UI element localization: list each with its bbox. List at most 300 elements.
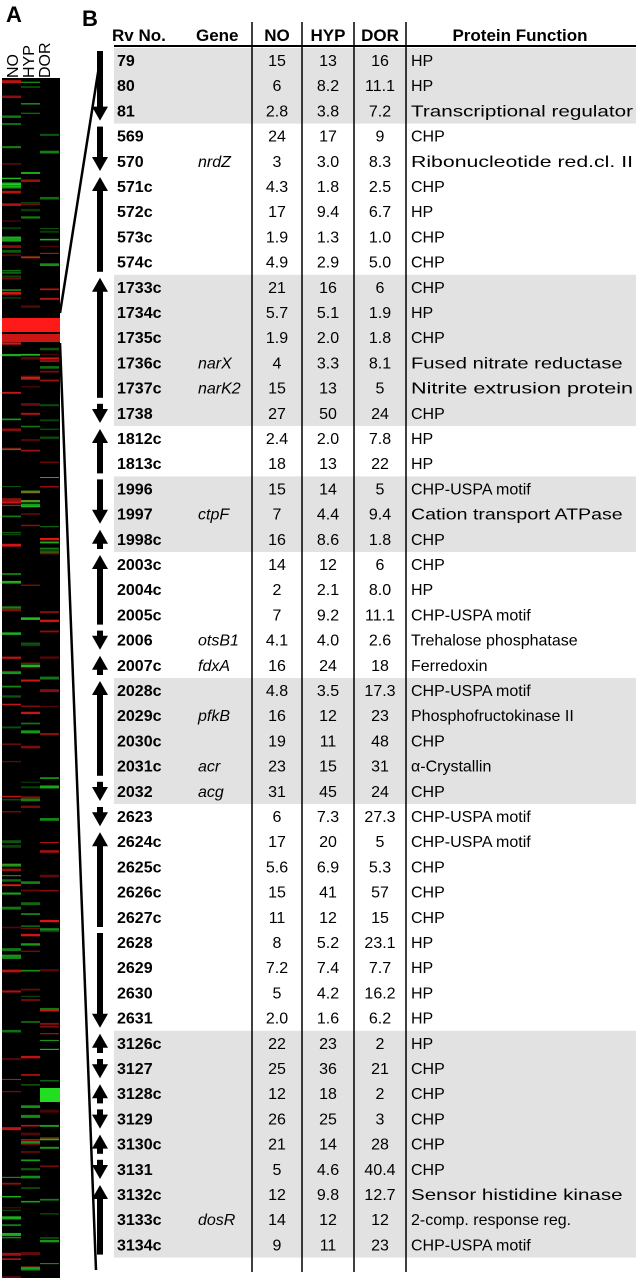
operon-arrow-up — [92, 278, 108, 398]
operon-arrow-down — [92, 127, 108, 171]
cell-dor: 8.0 — [368, 582, 392, 600]
cell-no: 25 — [268, 1061, 286, 1078]
cell-func: CHP — [411, 733, 445, 751]
operon-arrow-down — [92, 1160, 108, 1179]
cell-no: 3 — [272, 153, 282, 171]
cell-rv: 2007c — [117, 657, 162, 675]
panel-a-label: A — [6, 2, 22, 27]
cell-dor: 2 — [375, 1086, 385, 1104]
header-hyp: HYP — [310, 26, 346, 45]
cell-gene: fdxA — [198, 657, 231, 675]
header-gene: Gene — [196, 26, 239, 45]
cell-dor: 24 — [371, 783, 389, 801]
cell-no: 5.6 — [265, 859, 289, 877]
cell-hyp: 36 — [319, 1061, 337, 1078]
cell-func: HP — [411, 431, 434, 448]
cell-func: Cation transport ATPase — [411, 506, 623, 524]
cell-no: 27 — [268, 405, 286, 423]
cell-gene: nrdZ — [198, 153, 231, 171]
table-row — [117, 960, 433, 977]
cell-no: 16 — [268, 657, 286, 675]
cell-func: 2-comp. response reg. — [411, 1212, 572, 1230]
cell-hyp: 3.0 — [316, 153, 340, 171]
operon-arrow-up — [92, 1135, 108, 1154]
cell-dor: 24 — [371, 405, 389, 423]
heatmap-label-hyp: HYP — [21, 45, 38, 78]
cell-func: Trehalose phosphatase — [411, 632, 578, 650]
cell-hyp: 1.6 — [316, 1010, 340, 1028]
cell-hyp: 4.0 — [316, 632, 340, 650]
cell-no: 4 — [272, 355, 282, 373]
operon-arrow-up — [92, 177, 108, 272]
cell-hyp: 3.8 — [316, 103, 340, 121]
cell-dor: 23 — [371, 708, 389, 726]
cell-gene: narX — [198, 355, 232, 373]
cell-func: Ferredoxin — [411, 657, 488, 675]
cell-dor: 2.5 — [368, 179, 392, 196]
cell-no: 15 — [268, 884, 286, 902]
cell-func: CHP — [411, 179, 445, 196]
cell-hyp: 3.5 — [316, 683, 340, 700]
cell-hyp: 7.3 — [316, 809, 340, 826]
table-row — [117, 431, 433, 448]
cell-hyp: 11 — [319, 733, 337, 751]
cell-dor: 28 — [371, 1136, 389, 1154]
cell-no: 21 — [268, 279, 286, 297]
cell-dor: 7.7 — [368, 960, 392, 978]
cell-hyp: 9.4 — [316, 204, 340, 222]
cell-dor: 15 — [371, 909, 389, 927]
cell-no: 14 — [268, 1212, 286, 1230]
cell-rv: 1736c — [117, 355, 162, 373]
table-row — [117, 859, 445, 876]
cell-func: HP — [411, 1010, 434, 1028]
cell-dor: 2 — [375, 1035, 385, 1053]
cell-no: 19 — [268, 733, 286, 751]
cell-rv: 2623 — [117, 809, 153, 826]
operon-arrow-up — [92, 1185, 108, 1255]
cell-dor: 27.3 — [364, 809, 396, 826]
cell-no: 9 — [272, 1237, 282, 1255]
cell-rv: 2631 — [117, 1010, 153, 1028]
cell-hyp: 1.3 — [316, 229, 340, 247]
cell-hyp: 18 — [319, 1086, 337, 1104]
operon-arrow-up — [92, 530, 108, 549]
operon-arrow-down — [92, 51, 108, 121]
cell-hyp: 12 — [319, 909, 337, 927]
cell-dor: 16.2 — [364, 985, 396, 1003]
table-row — [117, 179, 445, 196]
table-row — [117, 985, 433, 1002]
cell-rv: 2627c — [117, 909, 162, 927]
cell-hyp: 5.1 — [316, 305, 340, 322]
table-row — [117, 910, 445, 927]
cell-func: CHP — [411, 909, 445, 927]
cell-hyp: 25 — [319, 1111, 337, 1129]
cell-gene: pfkB — [198, 708, 231, 726]
operon-arrow-up — [92, 656, 108, 675]
table-row — [117, 885, 445, 902]
cell-no: 4.3 — [265, 179, 289, 196]
table-row — [117, 204, 433, 221]
cell-hyp: 14 — [319, 1136, 337, 1154]
table-row — [117, 1011, 433, 1028]
cell-func: Nitrite extrusion protein — [411, 380, 633, 398]
cell-dor: 48 — [371, 733, 389, 751]
operon-arrow-up — [92, 1084, 108, 1103]
cell-func: CHP-USPA motif — [411, 607, 531, 625]
cell-rv: 2029c — [117, 708, 162, 726]
cell-hyp: 45 — [319, 783, 337, 801]
cell-rv: 2006 — [117, 632, 153, 650]
cell-no: 5 — [272, 1161, 282, 1179]
cell-func: Sensor histidine kinase — [411, 1187, 623, 1204]
operon-arrow-down — [92, 1059, 108, 1078]
cell-no: 31 — [268, 783, 286, 801]
table-header — [112, 26, 588, 45]
operon-arrow-down — [92, 807, 108, 826]
cell-rv: 1996 — [117, 481, 153, 499]
cell-hyp: 12 — [319, 557, 337, 574]
cell-func: CHP — [411, 531, 445, 549]
cell-dor: 5 — [375, 380, 385, 398]
cell-gene: otsB1 — [198, 632, 239, 650]
cell-hyp: 1.8 — [316, 179, 340, 196]
cell-func: CHP — [411, 405, 445, 423]
cell-func: HP — [411, 204, 434, 222]
cell-rv: 81 — [117, 103, 135, 121]
cell-rv: 3131 — [117, 1161, 153, 1179]
cell-no: 14 — [268, 557, 286, 574]
cell-hyp: 3.3 — [316, 355, 340, 373]
cell-hyp: 2.0 — [316, 431, 340, 448]
cell-hyp: 2.1 — [316, 582, 340, 600]
cell-hyp: 50 — [319, 405, 337, 423]
cell-no: 17 — [268, 834, 286, 852]
cell-no: 15 — [268, 53, 286, 70]
cell-dor: 5.3 — [368, 859, 392, 877]
cell-hyp: 15 — [319, 758, 337, 776]
cell-rv: 3127 — [117, 1061, 153, 1078]
table-row — [117, 229, 445, 246]
cell-rv: 1998c — [117, 531, 162, 549]
cell-rv: 79 — [117, 53, 135, 70]
cell-gene: dosR — [198, 1212, 236, 1230]
operon-arrow-up — [92, 429, 108, 473]
cell-rv: 2630 — [117, 985, 153, 1003]
cell-rv: 3130c — [117, 1136, 162, 1154]
cell-no: 1.9 — [265, 330, 289, 348]
cell-rv: 1812c — [117, 431, 162, 448]
cell-hyp: 20 — [319, 834, 337, 852]
heatmap-label-no: NO — [5, 54, 22, 78]
cell-hyp: 12 — [319, 708, 337, 726]
cell-rv: 572c — [117, 204, 153, 222]
cell-dor: 6 — [375, 279, 385, 297]
cell-dor: 31 — [371, 758, 389, 776]
header-no: NO — [264, 26, 290, 45]
cell-dor: 2.6 — [368, 632, 392, 650]
cell-func: CHP — [411, 128, 445, 146]
cell-no: 18 — [268, 456, 286, 474]
cell-func: CHP — [411, 1086, 445, 1104]
cell-no: 7 — [272, 607, 282, 625]
cell-dor: 11.1 — [365, 78, 395, 96]
cell-no: 5 — [272, 985, 282, 1003]
cell-rv: 1734c — [117, 305, 162, 322]
cell-func: HP — [411, 935, 434, 952]
cell-func: HP — [411, 960, 434, 978]
cell-hyp: 13 — [319, 380, 337, 398]
cell-hyp: 17 — [319, 128, 337, 146]
cell-rv: 2028c — [117, 683, 162, 700]
cell-hyp: 7.4 — [316, 960, 340, 978]
cell-no: 16 — [268, 531, 286, 549]
cell-rv: 2005c — [117, 607, 162, 625]
cell-rv: 3133c — [117, 1212, 162, 1230]
cell-func: HP — [411, 582, 434, 600]
cell-hyp: 11 — [319, 1237, 337, 1255]
table-row — [117, 557, 445, 574]
cell-hyp: 4.4 — [316, 506, 340, 524]
cell-no: 23 — [268, 758, 286, 776]
cell-rv: 2624c — [117, 834, 162, 852]
cell-func: CHP — [411, 1161, 445, 1179]
cell-dor: 40.4 — [364, 1161, 396, 1179]
cell-func: CHP — [411, 279, 445, 297]
cell-no: 4.8 — [265, 683, 289, 700]
operon-arrow-up — [92, 555, 108, 625]
cell-dor: 7.8 — [368, 431, 392, 448]
cell-hyp: 8.6 — [316, 531, 340, 549]
cell-dor: 7.2 — [368, 103, 392, 121]
cell-rv: 569 — [117, 128, 144, 146]
cell-rv: 573c — [117, 229, 153, 247]
cell-dor: 5 — [375, 834, 385, 852]
cell-dor: 6.7 — [368, 204, 392, 222]
cell-func: CHP — [411, 254, 445, 272]
cell-func: HP — [411, 78, 434, 96]
cell-rv: 80 — [117, 78, 135, 96]
header-function: Protein Function — [452, 26, 588, 45]
cell-func: HP — [411, 456, 434, 474]
operon-arrow-up — [92, 1034, 108, 1053]
cell-no: 12 — [268, 1187, 286, 1204]
cell-dor: 9.4 — [368, 506, 392, 524]
cell-dor: 18 — [371, 657, 389, 675]
cell-hyp: 4.6 — [316, 1161, 340, 1179]
cell-func: CHP-USPA motif — [411, 809, 531, 826]
cell-dor: 12.7 — [364, 1187, 396, 1204]
cell-hyp: 16 — [319, 279, 337, 297]
cell-no: 7 — [272, 506, 282, 524]
cell-dor: 23 — [371, 1237, 389, 1255]
cell-rv: 570 — [117, 153, 144, 171]
cell-hyp: 14 — [319, 481, 337, 499]
cell-no: 7.2 — [265, 960, 289, 978]
operon-arrow-up — [92, 832, 108, 927]
cell-no: 1.9 — [265, 229, 289, 247]
cell-hyp: 2.9 — [316, 254, 340, 272]
cell-gene: narK2 — [198, 380, 241, 398]
cell-no: 17 — [268, 204, 286, 222]
cell-hyp: 4.2 — [316, 985, 340, 1003]
cell-rv: 2030c — [117, 733, 162, 751]
cell-func: CHP-USPA motif — [411, 683, 531, 700]
cell-rv: 3129 — [117, 1111, 153, 1129]
table-row — [117, 633, 578, 650]
cell-no: 11 — [268, 909, 286, 927]
cell-rv: 1737c — [117, 380, 162, 398]
cell-hyp: 5.2 — [316, 935, 340, 952]
cell-no: 12 — [268, 1086, 286, 1104]
cell-hyp: 2.0 — [316, 330, 340, 348]
cell-rv: 1738 — [117, 405, 153, 423]
cell-func: CHP — [411, 330, 445, 348]
cell-no: 15 — [268, 481, 286, 499]
operon-arrow-down — [92, 782, 108, 801]
cell-no: 2.4 — [265, 431, 289, 448]
cell-dor: 21 — [371, 1061, 389, 1078]
cell-func: Ribonucleotide red.cl. II — [411, 153, 633, 171]
cell-rv: 2032 — [117, 783, 153, 801]
cell-rv: 2626c — [117, 884, 162, 902]
cell-rv: 2628 — [117, 935, 153, 952]
cell-rv: 574c — [117, 254, 153, 272]
table-row — [117, 456, 433, 473]
cell-rv: 2629 — [117, 960, 153, 978]
cell-no: 2.0 — [265, 1010, 289, 1028]
cell-no: 15 — [268, 380, 286, 398]
cell-rv: 2003c — [117, 557, 162, 574]
cell-func: CHP — [411, 859, 445, 877]
cell-hyp: 9.8 — [316, 1187, 340, 1204]
cell-dor: 16 — [371, 53, 389, 70]
cell-dor: 6.2 — [368, 1010, 392, 1028]
cell-dor: 5 — [375, 481, 385, 499]
table-row — [117, 154, 633, 171]
cell-rv: 3132c — [117, 1187, 162, 1204]
cell-func: CHP-USPA motif — [411, 834, 531, 852]
cell-gene: acr — [198, 758, 221, 776]
cell-func: CHP — [411, 557, 445, 574]
cell-rv: 1735c — [117, 330, 162, 348]
cell-func: CHP-USPA motif — [411, 1237, 531, 1255]
table-row — [117, 582, 433, 599]
operon-arrows — [92, 51, 108, 1255]
cell-dor: 6 — [375, 557, 385, 574]
cell-rv: 3128c — [117, 1086, 162, 1104]
cell-dor: 8.1 — [368, 355, 392, 373]
cell-func: CHP — [411, 1111, 445, 1129]
operon-arrow-down — [92, 933, 108, 1028]
table-row — [117, 129, 445, 146]
cell-func: Transcriptional regulator — [411, 103, 634, 121]
cell-hyp: 8.2 — [316, 78, 340, 96]
cell-hyp: 9.2 — [316, 607, 340, 625]
cell-dor: 22 — [371, 456, 389, 474]
cell-dor: 17.3 — [364, 683, 396, 700]
cell-func: CHP — [411, 1136, 445, 1154]
cell-no: 2.8 — [265, 103, 289, 121]
cell-func: HP — [411, 985, 434, 1003]
cell-dor: 9 — [375, 128, 385, 146]
cell-no: 16 — [268, 708, 286, 726]
cell-func: α-Crystallin — [411, 758, 492, 776]
cell-no: 2 — [272, 582, 282, 600]
operon-arrow-down — [92, 1109, 108, 1128]
cell-no: 24 — [268, 128, 286, 146]
table-row — [117, 935, 433, 952]
cell-dor: 1.8 — [368, 531, 392, 549]
cell-func: HP — [411, 305, 434, 322]
cell-dor: 5.0 — [368, 254, 392, 272]
cell-func: HP — [411, 53, 434, 70]
cell-no: 21 — [268, 1136, 286, 1154]
cell-dor: 1.0 — [368, 229, 392, 247]
cell-no: 26 — [268, 1111, 286, 1129]
header-rv: Rv No. — [112, 26, 166, 45]
shaded-group-1 — [114, 275, 636, 426]
cell-dor: 12 — [371, 1212, 389, 1230]
cell-hyp: 13 — [319, 53, 337, 70]
table-row — [117, 607, 531, 624]
cell-rv: 1813c — [117, 456, 162, 474]
cell-hyp: 12 — [319, 1212, 337, 1230]
cell-rv: 2031c — [117, 758, 162, 776]
cell-no: 8 — [272, 935, 282, 952]
cell-hyp: 6.9 — [316, 859, 340, 877]
panel-b-label: B — [82, 6, 98, 31]
cell-rv: 2004c — [117, 582, 162, 600]
cell-rv: 571c — [117, 179, 153, 196]
cell-no: 6 — [272, 78, 282, 96]
cell-hyp: 23 — [319, 1035, 337, 1053]
heatmap-label-dor: DOR — [37, 42, 54, 78]
cell-hyp: 13 — [319, 456, 337, 474]
cell-dor: 57 — [371, 884, 389, 902]
cell-func: CHP — [411, 783, 445, 801]
cell-no: 6 — [272, 809, 282, 826]
cell-func: CHP-USPA motif — [411, 481, 531, 499]
cell-dor: 3 — [375, 1111, 385, 1129]
cell-func: Phosphofructokinase II — [411, 708, 574, 726]
cell-no: 4.1 — [265, 632, 289, 650]
cell-dor: 1.8 — [368, 330, 392, 348]
cell-rv: 3126c — [117, 1035, 162, 1053]
table-row — [117, 255, 445, 272]
table-row — [117, 809, 531, 826]
cell-no: 22 — [268, 1035, 286, 1053]
cell-rv: 1733c — [117, 279, 162, 297]
cell-rv: 3134c — [117, 1237, 162, 1255]
cell-gene: acg — [198, 783, 224, 801]
cell-dor: 1.9 — [368, 305, 392, 322]
header-dor: DOR — [361, 26, 399, 45]
cell-no: 4.9 — [265, 254, 289, 272]
cell-rv: 1997 — [117, 506, 153, 524]
cell-func: CHP — [411, 884, 445, 902]
operon-arrow-up — [92, 681, 108, 776]
cell-no: 5.7 — [265, 305, 289, 322]
operon-arrow-down — [92, 479, 108, 523]
cell-hyp: 41 — [319, 884, 337, 902]
cell-dor: 11.1 — [365, 607, 395, 625]
operon-arrow-down — [92, 404, 108, 423]
table-row — [117, 834, 531, 851]
cell-gene: ctpF — [198, 506, 230, 524]
operon-arrow-down — [92, 631, 108, 650]
